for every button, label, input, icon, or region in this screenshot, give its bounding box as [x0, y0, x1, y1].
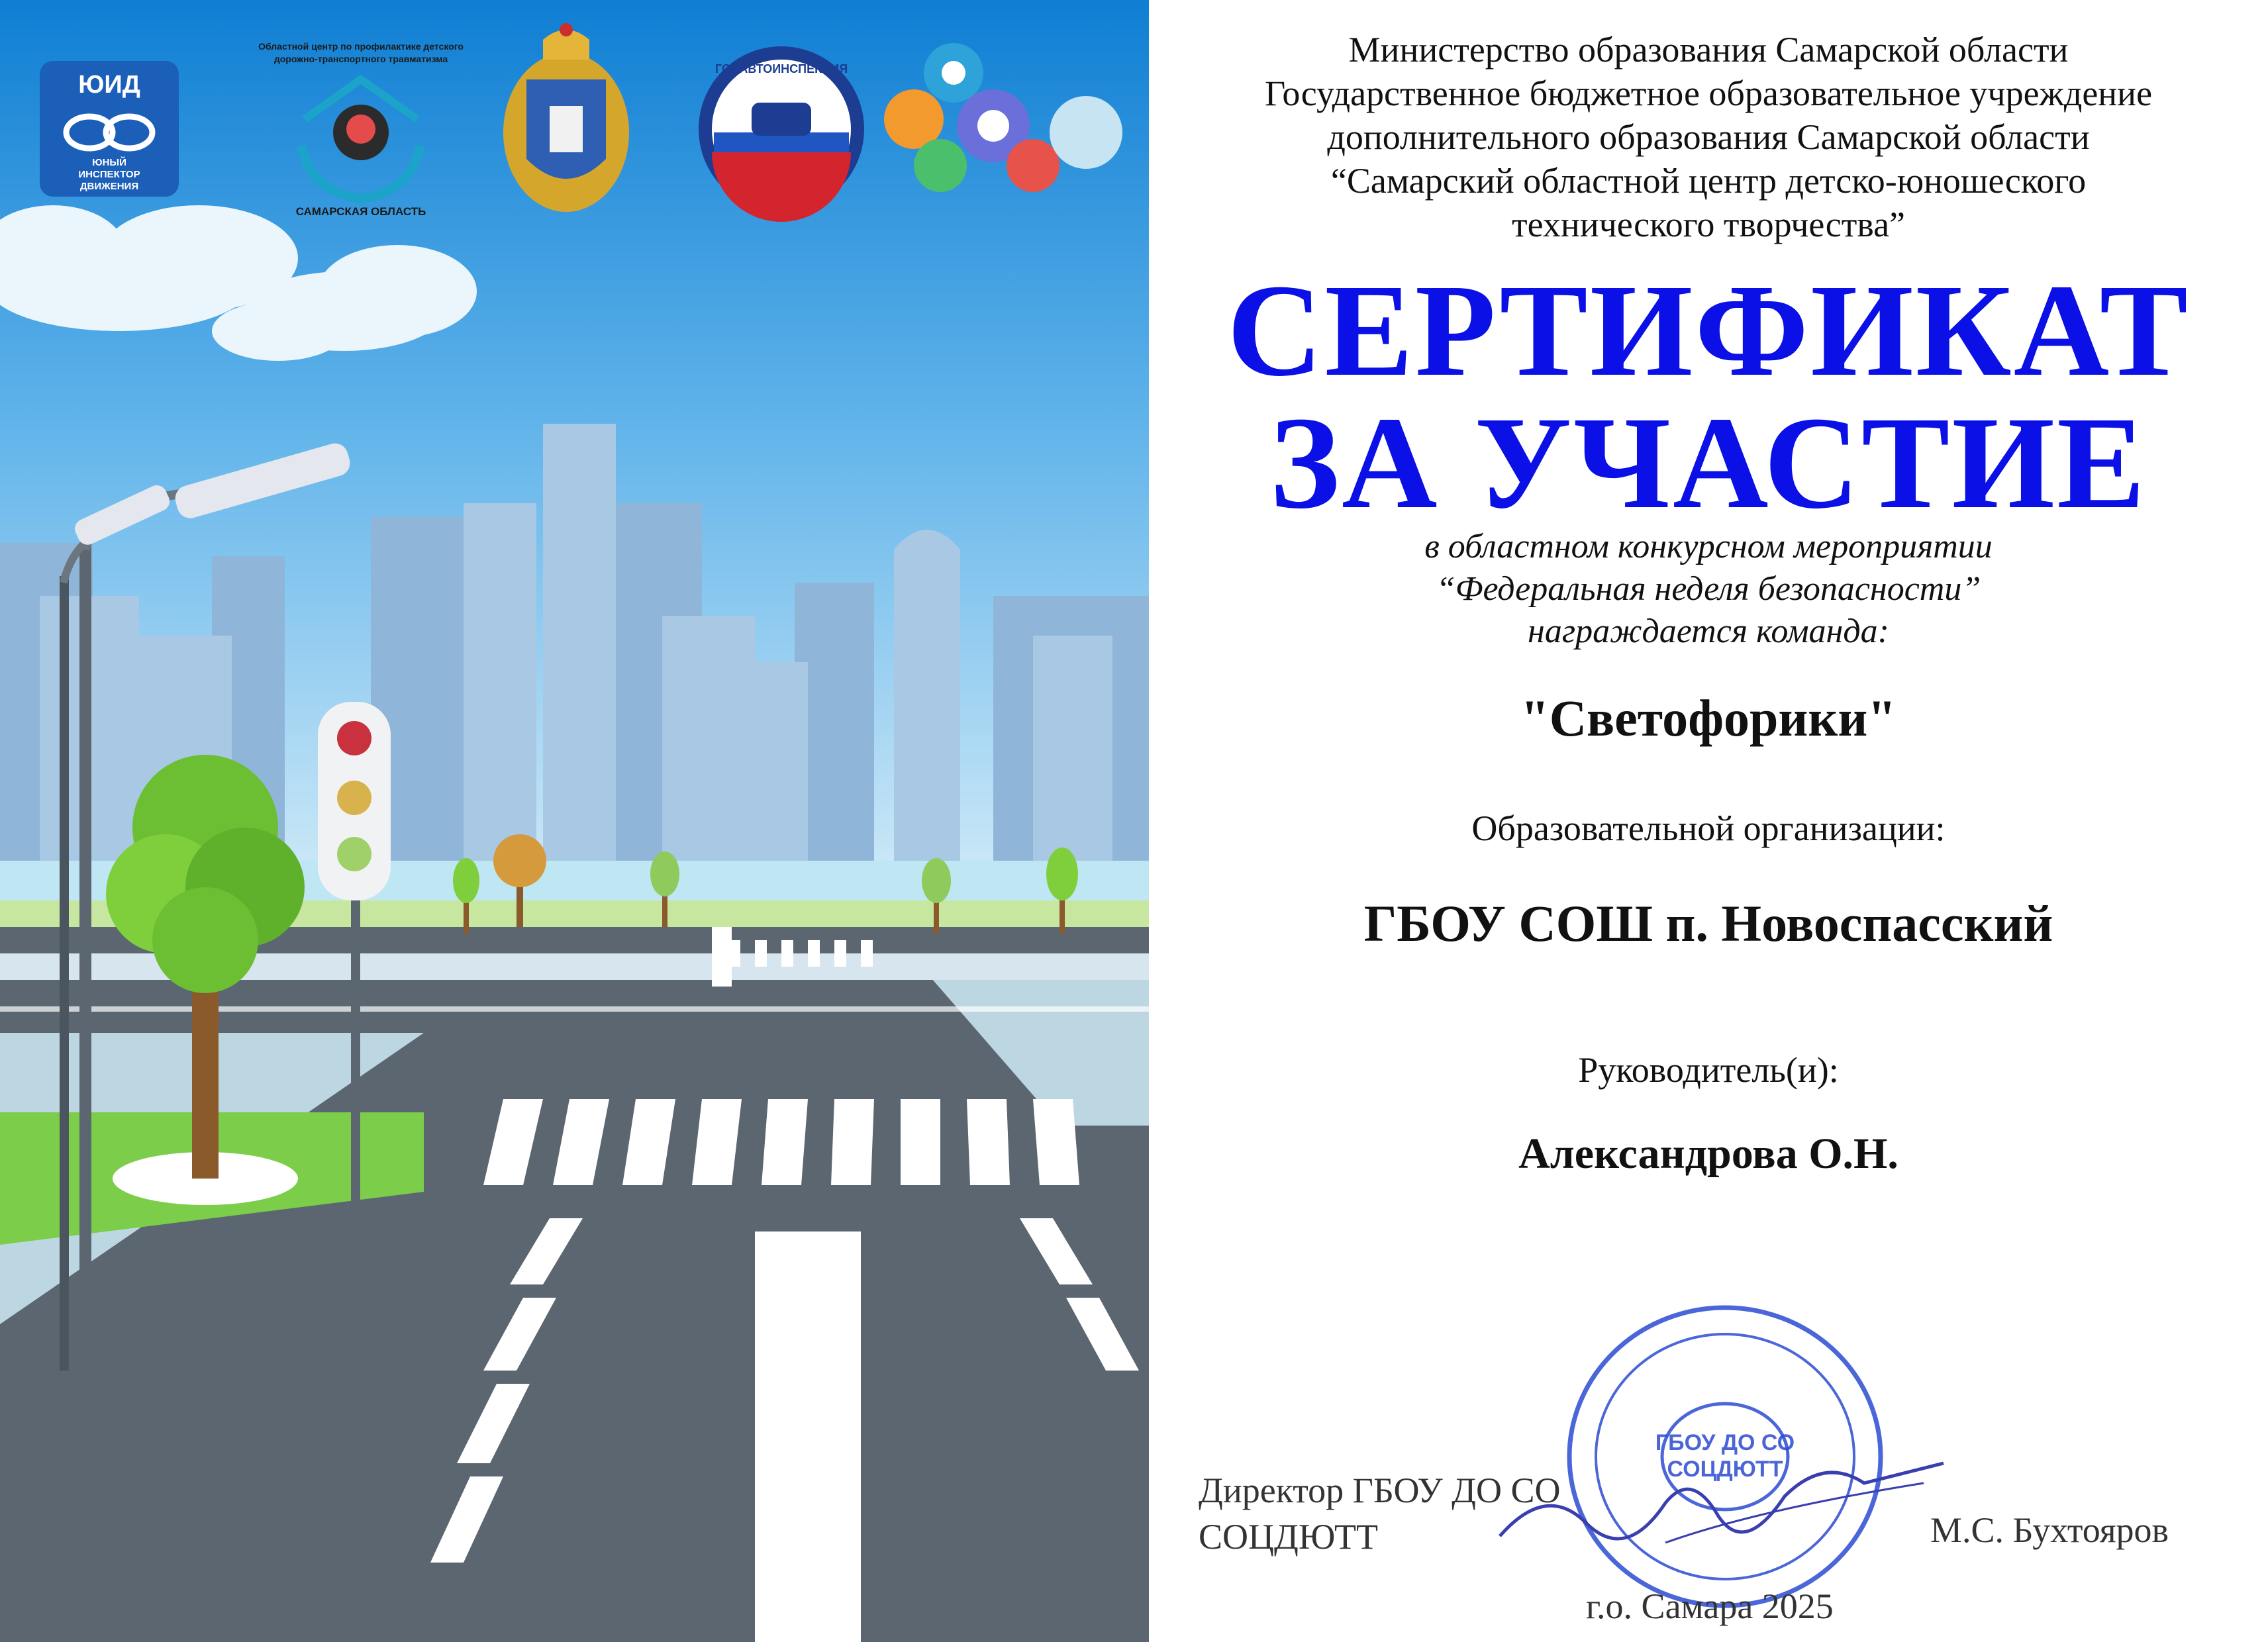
- certificate-subtitle: ЗА УЧАСТИЕ: [1269, 390, 2147, 536]
- header-line-4: “Самарский областной центр детско-юношеского: [1330, 161, 2087, 201]
- svg-text:ГОСАВТОИНСПЕКЦИЯ: ГОСАВТОИНСПЕКЦИЯ: [715, 62, 848, 75]
- svg-text:ДВИЖЕНИЯ: ДВИЖЕНИЯ: [79, 181, 139, 192]
- header-line-1: Министерство образования Самарской области: [1348, 30, 2069, 70]
- svg-text:дорожно-транспортного травмати: дорожно-транспортного травматизма: [273, 54, 448, 64]
- event-line-1: в областном конкурсном мероприятии: [1424, 528, 1993, 565]
- event-line-3: награждается команда:: [1528, 612, 1889, 650]
- leader-name: Александрова О.Н.: [1518, 1130, 1898, 1178]
- svg-text:ЮНЫЙ: ЮНЫЙ: [92, 157, 126, 168]
- signature-role-line-2: СОЦДЮТТ: [1199, 1517, 1378, 1557]
- header-line-2: Государственное бюджетное образовательное учреждение: [1264, 73, 2153, 113]
- svg-text:ИНСПЕКТОР: ИНСПЕКТОР: [78, 169, 140, 180]
- signature-name: М.С. Бухтояров: [1930, 1510, 2169, 1550]
- svg-text:САМАРСКАЯ ОБЛАСТЬ: САМАРСКАЯ ОБЛАСТЬ: [295, 205, 426, 218]
- leader-label: Руководитель(и):: [1578, 1050, 1839, 1090]
- svg-text:ГБОУ ДО СО: ГБОУ ДО СО: [1655, 1430, 1795, 1455]
- event-name: “Федеральная неделя безопасности”: [1436, 570, 1981, 608]
- header-line-3: дополнительного образования Самарской области: [1327, 117, 2090, 157]
- yuid-logo: [40, 61, 179, 197]
- svg-text:СОЦДЮТТ: СОЦДЮТТ: [1667, 1457, 1783, 1482]
- svg-text:ЮИД: ЮИД: [78, 71, 140, 99]
- place-year: г.о. Самара 2025: [1586, 1586, 1834, 1626]
- handwritten-signature: [1493, 1443, 1957, 1576]
- svg-text:Областной центр по профилактик: Областной центр по профилактике детского: [258, 41, 464, 52]
- header-line-5: технического творчества”: [1511, 205, 1906, 244]
- team-name: "Светофорики": [1520, 689, 1897, 747]
- center-line: [755, 1232, 861, 1642]
- signature-role-line-1: Директор ГБОУ ДО СО: [1199, 1471, 1561, 1510]
- org-label: Образовательной организации:: [1471, 808, 1946, 848]
- certificate-title: СЕРТИФИКАТ: [1226, 258, 2191, 404]
- certificate-text-panel: [1149, 0, 2268, 1642]
- org-name: ГБОУ СОШ п. Новоспасский: [1363, 894, 2053, 952]
